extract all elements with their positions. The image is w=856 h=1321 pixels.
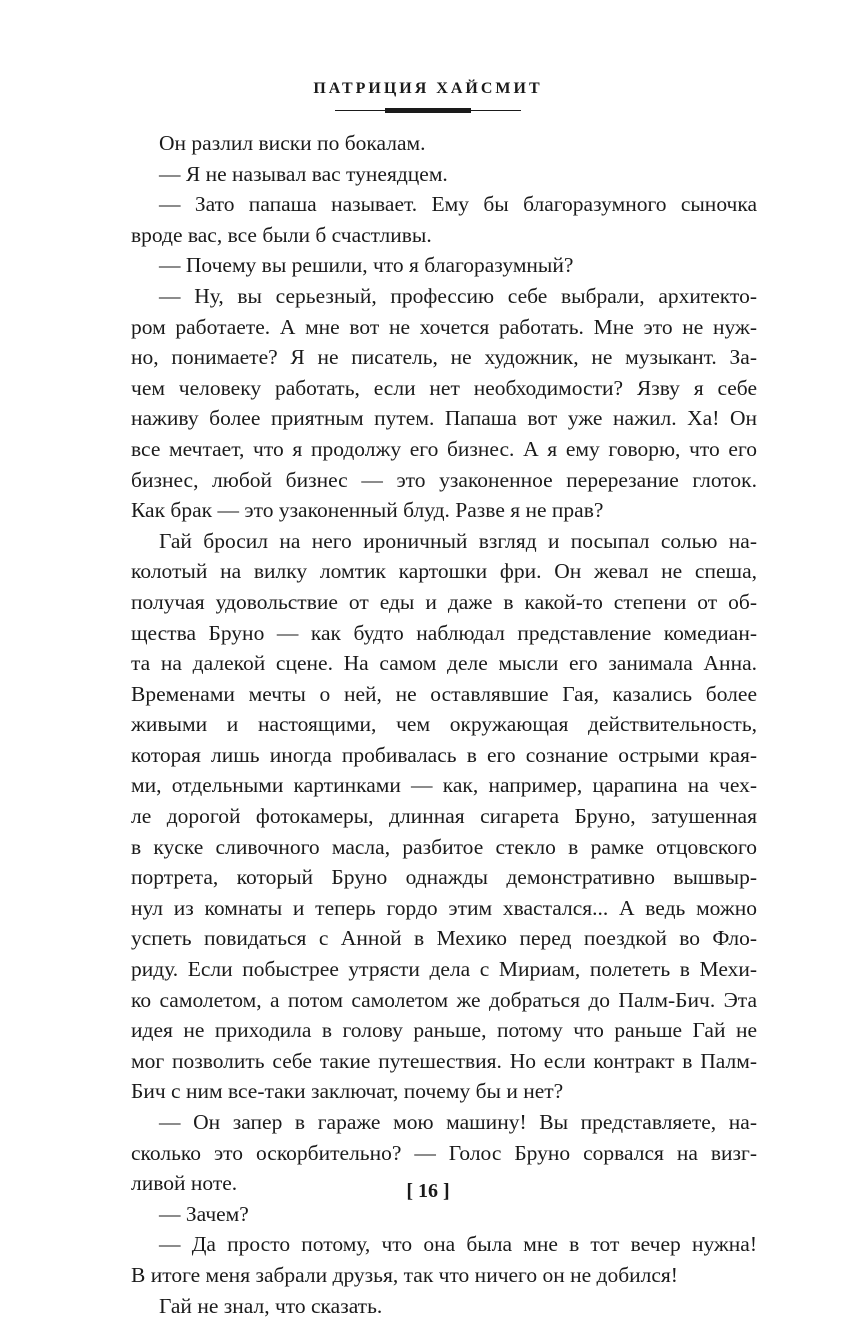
text-line: Как брак — это узаконенный блуд. Разве я не прав? bbox=[131, 498, 604, 523]
text-line: нул из комнаты и теперь гордо этим хвастался... А ведь можно bbox=[131, 895, 757, 920]
text-line: вроде вас, все были б счастливы. bbox=[131, 222, 432, 247]
text-line: — Он запер в гараже мою машину! Вы представляете, на- bbox=[159, 1110, 757, 1134]
text-line: — Да просто потому, что она была мне в тот вечер нужна! bbox=[159, 1232, 757, 1257]
text-line: чем человеку работать, если нет необходимости? Язву я себе bbox=[131, 375, 757, 400]
text-line: сколько это оскорбительно? — Голос Бруно сорвался на визг- bbox=[131, 1140, 757, 1165]
text-line: которая лишь иногда пробивалась в его сознание острыми края- bbox=[131, 742, 757, 767]
text-line: ле дорогой фотокамеры, длинная сигарета Бруно, затушенная bbox=[131, 804, 757, 829]
text-line: Гай не знал, что сказать. bbox=[159, 1293, 383, 1318]
text-line: колотый на вилку ломтик картошки фри. Он жевал не спеша, bbox=[131, 559, 757, 584]
text-line: ми, отдельными картинками — как, например, царапина на чех- bbox=[131, 773, 757, 798]
body-text bbox=[131, 128, 757, 1321]
text-line: та на далекой сцене. На самом деле мысли его занимала Анна. bbox=[131, 651, 757, 676]
text-line: ко самолетом, а потом самолетом же добраться до Палм-Бич. Эта bbox=[131, 987, 757, 1012]
text-line: но, понимаете? Я не писатель, не художник, не музыкант. За- bbox=[131, 345, 757, 370]
text-line: Он разлил виски по бокалам. bbox=[159, 131, 426, 155]
text-line: получая удовольствие от еды и даже в какой-то степени от об- bbox=[131, 589, 757, 614]
text-line: мог позволить себе такие путешествия. Но если контракт в Палм- bbox=[131, 1048, 757, 1073]
text-line: ром работаете. А мне вот не хочется работать. Мне это не нуж- bbox=[131, 314, 757, 339]
text-line: — Ну, вы серьезный, профессию себе выбрали, архитекто- bbox=[159, 283, 757, 308]
text-line: успеть повидаться с Анной в Мехико перед поездкой во Фло- bbox=[131, 926, 757, 951]
text-line: портрета, который Бруно однажды демонстративно вышвыр- bbox=[131, 865, 757, 890]
text-line: риду. Если побыстрее утрясти дела с Мириам, полететь в Мехи- bbox=[131, 957, 757, 982]
text-line: живыми и настоящими, чем окружающая действительность, bbox=[131, 712, 757, 737]
text-line: — Почему вы решили, что я благоразумный? bbox=[159, 253, 574, 278]
header-rule-accent bbox=[385, 108, 471, 113]
text-line: — Я не называл вас тунеядцем. bbox=[159, 161, 448, 186]
text-line: наживу более приятным путем. Папаша вот уже нажил. Ха! Он bbox=[131, 406, 757, 431]
text-line: — Зато папаша называет. Ему бы благоразумного сыночка bbox=[159, 192, 757, 217]
text-line: Бич с ним все-таки заключат, почему бы и нет? bbox=[131, 1079, 564, 1104]
text-line: В итоге меня забрали друзья, так что ничего он не добился! bbox=[131, 1262, 678, 1287]
text-line: Гай бросил на него ироничный взгляд и посыпал солью на- bbox=[159, 528, 757, 553]
running-head: ПАТРИЦИЯ ХАЙСМИТ bbox=[313, 80, 543, 97]
text-line: ливой ноте. bbox=[131, 1171, 238, 1196]
text-line: — Зачем? bbox=[159, 1201, 249, 1226]
text-line: идея не приходила в голову раньше, потому что раньше Гай не bbox=[131, 1018, 757, 1043]
text-line: бизнес, любой бизнес — это узаконенное перерезание глоток. bbox=[131, 467, 757, 492]
text-line: Временами мечты о ней, не оставлявшие Гая, казались более bbox=[131, 681, 757, 706]
text-line: в куске сливочного масла, разбитое стекло в рамке отцовского bbox=[131, 834, 757, 859]
text-line: все мечтает, что я продолжу его бизнес. А я ему говорю, что его bbox=[131, 436, 757, 461]
page-number: [ 16 ] bbox=[406, 1180, 450, 1202]
text-line: щества Бруно — как будто наблюдал представление комедиан- bbox=[131, 620, 757, 645]
